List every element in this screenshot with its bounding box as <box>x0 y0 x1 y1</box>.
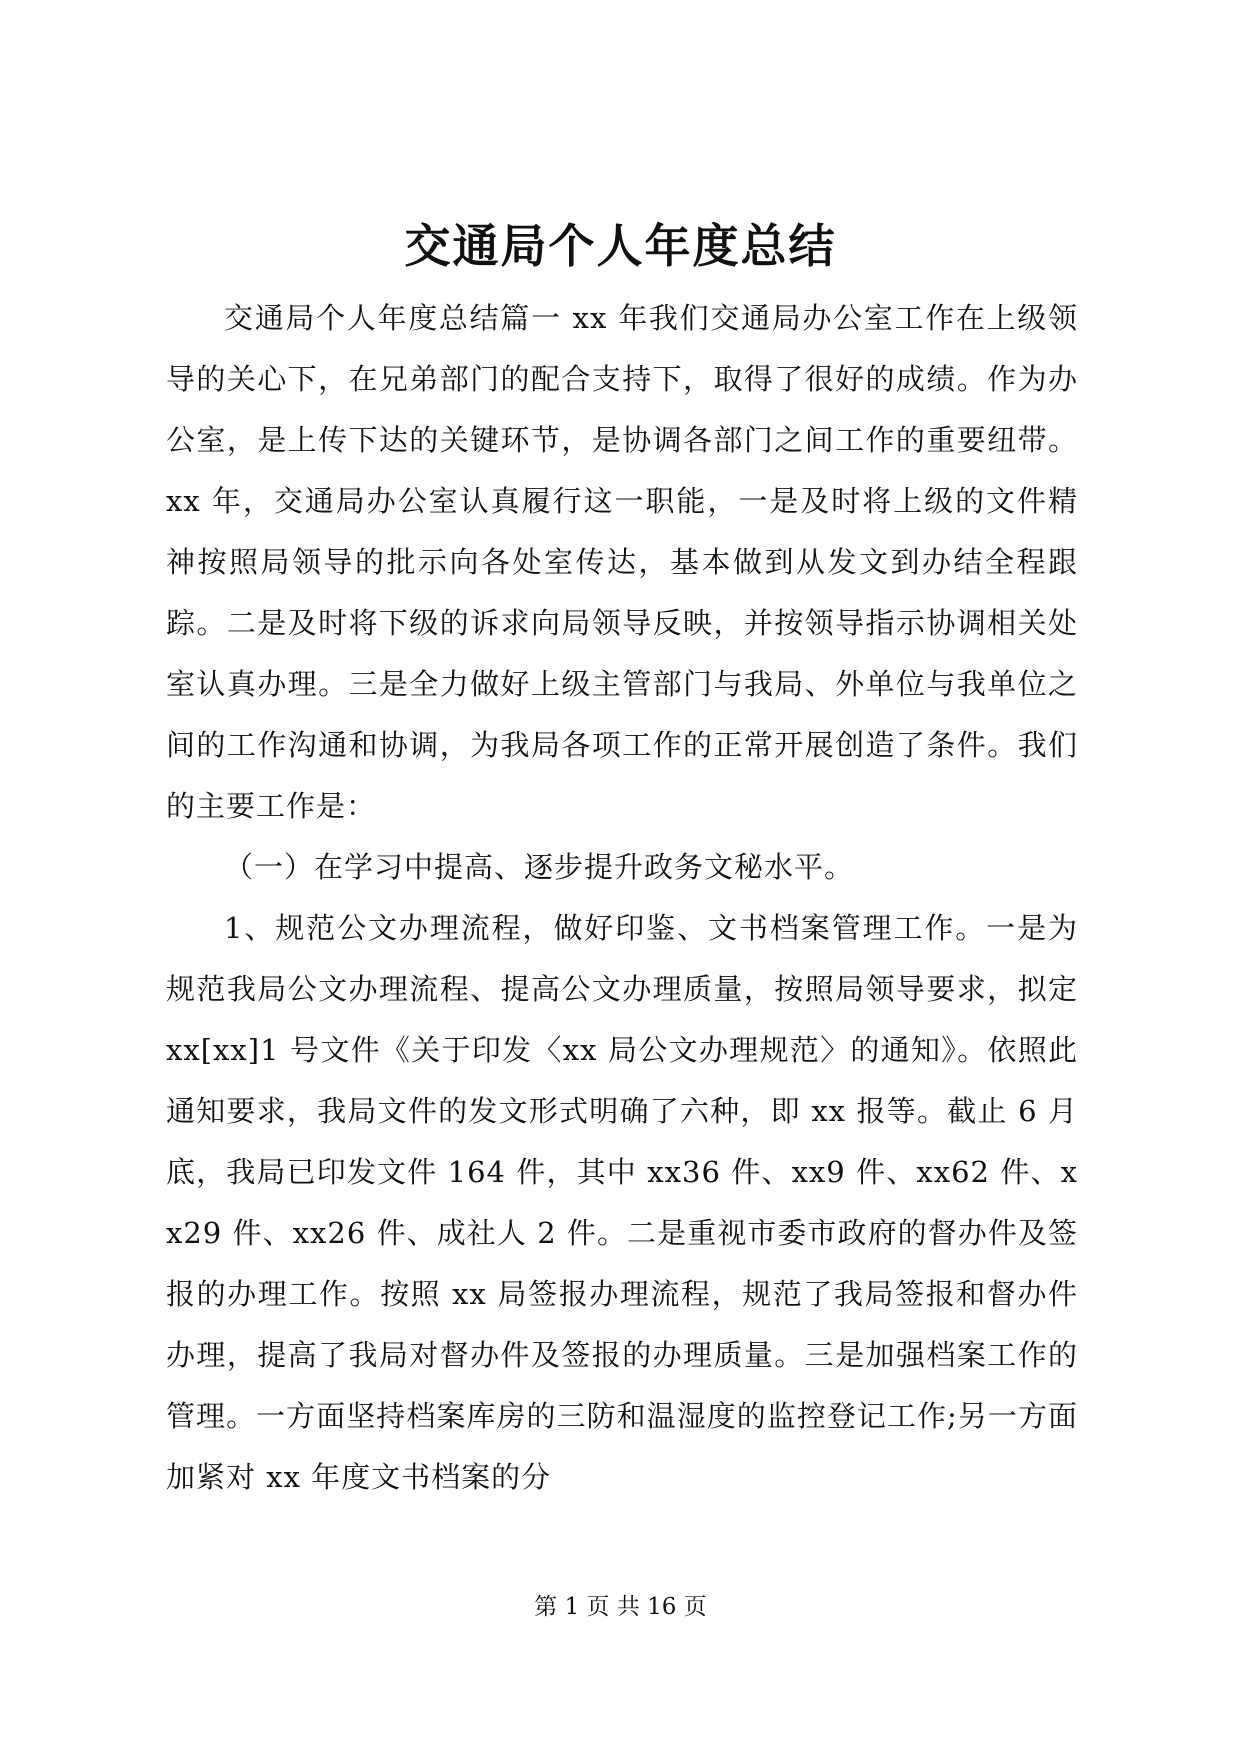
paragraph-item-1: 1、规范公文办理流程，做好印鉴、文书档案管理工作。一是为规范我局公文办理流程、提高公文办理质量，按照局领导要求，拟定 xx[xx]1 号文件《关于印发〈xx 局公文办理规范〉的通知》。依照此通知要求，我局文件的发文形式明确了六种，即 xx 报等。截止 6 月底，我局已印发文件 164 件，其中 xx36 件、xx9 件、xx62 件、xx29 件、xx26 件、成社人 2 件。二是重视市委市政府的督办件及签报的办理工作。按照 xx 局签报办理流程，规范了我局签报和督办件办理，提高了我局对督办件及签报的办理质量。三是加强档案工作的管理。一方面坚持档案库房的三防和温湿度的监控登记工作;另一方面加紧对 xx 年度文书档案的分 <box>166 911 1078 1494</box>
page-number-footer: 第 1 页 共 16 页 <box>534 1594 707 1620</box>
document-title: 交通局个人年度总结 <box>404 219 837 273</box>
document-body <box>166 288 1078 1508</box>
paragraph-section-heading: （一）在学习中提高、逐步提升政务文秘水平。 <box>224 850 855 884</box>
paragraph-intro: 交通局个人年度总结篇一 xx 年我们交通局办公室工作在上级领导的关心下，在兄弟部门的配合支持下，取得了很好的成绩。作为办公室，是上传下达的关键环节，是协调各部门之间工作的重要纽带。xx 年，交通局办公室认真履行这一职能，一是及时将上级的文件精神按照局领导的批示向各处室传达，基本做到从发文到办结全程跟踪。二是及时将下级的诉求向局领导反映，并按领导指示协调相关处室认真办理。三是全力做好上级主管部门与我局、外单位与我单位之间的工作沟通和协调，为我局各项工作的正常开展创造了条件。我们的主要工作是： <box>166 301 1078 823</box>
